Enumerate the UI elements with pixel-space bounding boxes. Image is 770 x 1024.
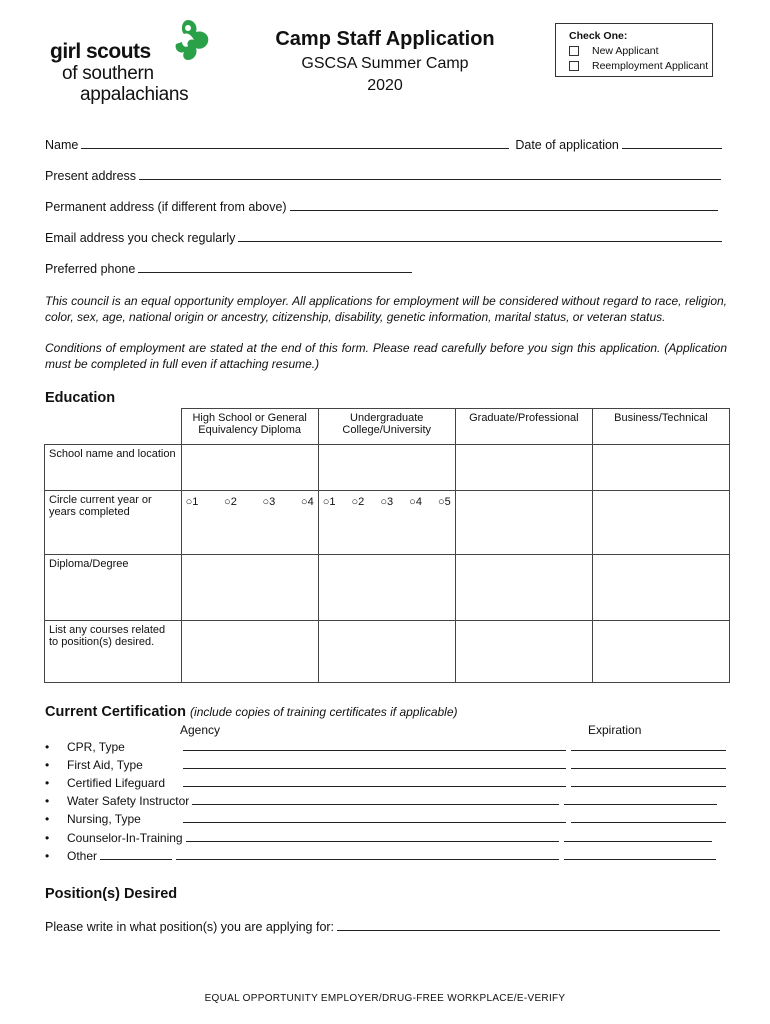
expiration-field[interactable] (564, 849, 716, 860)
table-corner (45, 409, 182, 445)
hs-degree-cell[interactable] (181, 555, 318, 621)
hs-year-option[interactable]: ○1 (185, 496, 199, 508)
business-degree-cell[interactable] (592, 555, 729, 621)
positions-row (45, 920, 720, 934)
trefoil-icon (162, 18, 214, 62)
graduate-school-cell[interactable] (455, 445, 592, 491)
expiration-field[interactable] (571, 758, 726, 769)
expiration-column-label: Expiration (588, 723, 642, 737)
hs-years-cell (181, 491, 318, 555)
expiration-field[interactable] (564, 794, 717, 805)
college-year-option[interactable]: ○3 (380, 496, 394, 508)
form-year: 2020 (367, 77, 403, 94)
college-year-option[interactable]: ○2 (351, 496, 365, 508)
business-courses-cell[interactable] (592, 621, 729, 683)
date-field[interactable] (622, 138, 722, 149)
phone-row (45, 262, 412, 276)
agency-field[interactable] (183, 776, 566, 787)
cert-label: First Aid, Type (67, 758, 143, 772)
business-school-cell[interactable] (592, 445, 729, 491)
college-year-option[interactable]: ○1 (322, 496, 336, 508)
table-row (45, 555, 730, 621)
date-label: Date of application (515, 138, 619, 152)
agency-field[interactable] (176, 849, 559, 860)
girl-scouts-logo (50, 18, 200, 108)
college-year-option[interactable]: ○4 (409, 496, 422, 508)
college-years-cell (318, 491, 455, 555)
cert-label: Certified Lifeguard (67, 776, 166, 790)
cert-label: CPR, Type (67, 740, 125, 754)
hs-year-option[interactable]: ○2 (224, 496, 237, 508)
cert-row-cpr: • CPR, Type (45, 740, 726, 754)
education-table (44, 408, 730, 683)
expiration-field[interactable] (564, 831, 712, 842)
email-row (45, 231, 722, 245)
cert-label: Nursing, Type (67, 812, 141, 826)
education-heading: Education (45, 390, 116, 406)
cert-row-first-aid: • First Aid, Type (45, 758, 726, 772)
agency-field[interactable] (186, 831, 559, 842)
positions-prompt: Please write in what position(s) you are applying for: (45, 920, 335, 934)
college-school-cell[interactable] (318, 445, 455, 491)
email-label: Email address you check regularly (45, 231, 236, 245)
education-header-row (45, 409, 730, 445)
row-label-degree: Diploma/Degree (45, 555, 182, 621)
cert-row-nursing: • Nursing, Type (45, 812, 726, 826)
permanent-address-field[interactable] (290, 200, 718, 211)
hs-year-options (186, 494, 314, 508)
reemployment-applicant-option[interactable] (569, 60, 708, 72)
new-applicant-label: New Applicant (592, 45, 659, 57)
positions-heading: Position(s) Desired (45, 886, 178, 902)
logo-text-line3: appalachians (80, 84, 189, 105)
permanent-address-label: Permanent address (if different from above) (45, 200, 287, 214)
new-applicant-option[interactable] (569, 45, 659, 57)
hs-courses-cell[interactable] (181, 621, 318, 683)
present-address-row (45, 169, 721, 183)
present-address-field[interactable] (139, 169, 721, 180)
certification-heading-row (45, 704, 458, 720)
table-row (45, 445, 730, 491)
table-row (45, 491, 730, 555)
college-year-option[interactable]: ○5 (438, 496, 451, 508)
table-row (45, 621, 730, 683)
hs-year-option[interactable]: ○4 (300, 496, 314, 508)
column-header-graduate: Graduate/Professional (455, 409, 592, 445)
agency-column-label: Agency (180, 723, 221, 737)
email-field[interactable] (238, 231, 722, 242)
column-header-business: Business/Technical (592, 409, 729, 445)
reemployment-applicant-checkbox[interactable] (569, 61, 579, 71)
graduate-years-cell[interactable] (455, 491, 592, 555)
cert-row-other: • Other (45, 849, 716, 863)
certification-note: (include copies of training certificates if applicable) (190, 705, 458, 719)
agency-field[interactable] (183, 812, 566, 823)
cert-row-counselor: • Counselor-In-Training (45, 831, 712, 845)
college-degree-cell[interactable] (318, 555, 455, 621)
form-title: Camp Staff Application (275, 28, 495, 50)
agency-field[interactable] (192, 794, 559, 805)
row-label-school: School name and location (45, 445, 182, 491)
college-year-options (323, 494, 451, 508)
phone-field[interactable] (138, 262, 412, 273)
cert-row-lifeguard: • Certified Lifeguard (45, 776, 726, 790)
column-header-undergraduate: Undergraduate College/University (318, 409, 455, 445)
row-label-courses: List any courses related to position(s) desired. (45, 621, 182, 683)
column-header-high-school: High School or General Equivalency Diploma (181, 409, 318, 445)
graduate-courses-cell[interactable] (455, 621, 592, 683)
check-one-label: Check One: (569, 30, 628, 42)
expiration-field[interactable] (571, 740, 726, 751)
certification-heading: Current Certification (45, 704, 186, 720)
cert-label: Counselor-In-Training (67, 831, 183, 845)
applicant-type-panel (555, 23, 713, 77)
graduate-degree-cell[interactable] (455, 555, 592, 621)
agency-field[interactable] (183, 758, 566, 769)
eeo-statement: This council is an equal opportunity employer. All applications for employment will be considered without regard to race, religion, color, sex, age, national origin or ancestry, citizenship, disability, genetic information, marital status, or veteran status. (45, 294, 727, 324)
logo-text-line2: of southern (62, 63, 154, 84)
present-address-label: Present address (45, 169, 137, 183)
hs-year-option[interactable]: ○3 (262, 496, 276, 508)
form-subtitle: GSCSA Summer Camp (301, 55, 469, 72)
logo-text-line1: girl scouts (50, 40, 151, 63)
cert-label: Water Safety Instructor (67, 794, 190, 808)
phone-label: Preferred phone (45, 262, 136, 276)
name-field[interactable] (81, 138, 509, 149)
positions-field[interactable] (337, 920, 720, 931)
expiration-field[interactable] (571, 776, 726, 787)
cert-label: Other (67, 849, 98, 863)
cert-row-water-safety: • Water Safety Instructor (45, 794, 717, 808)
name-label: Name (45, 138, 79, 152)
reemployment-applicant-label: Reemployment Applicant (592, 60, 709, 72)
name-row (45, 138, 722, 152)
conditions-statement: Conditions of employment are stated at the end of this form. Please read carefully before you sign this application. (Application must be completed in full even if attaching resume.) (45, 341, 727, 371)
hs-school-cell[interactable] (181, 445, 318, 491)
other-cert-field[interactable] (100, 849, 172, 860)
business-years-cell[interactable] (592, 491, 729, 555)
row-label-years: Circle current year or years completed (45, 491, 182, 555)
agency-field[interactable] (183, 740, 566, 751)
expiration-field[interactable] (571, 812, 726, 823)
new-applicant-checkbox[interactable] (569, 46, 579, 56)
permanent-address-row (45, 200, 718, 214)
college-courses-cell[interactable] (318, 621, 455, 683)
footer-text: EQUAL OPPORTUNITY EMPLOYER/DRUG-FREE WORKPLACE/E-VERIFY (204, 993, 566, 1004)
